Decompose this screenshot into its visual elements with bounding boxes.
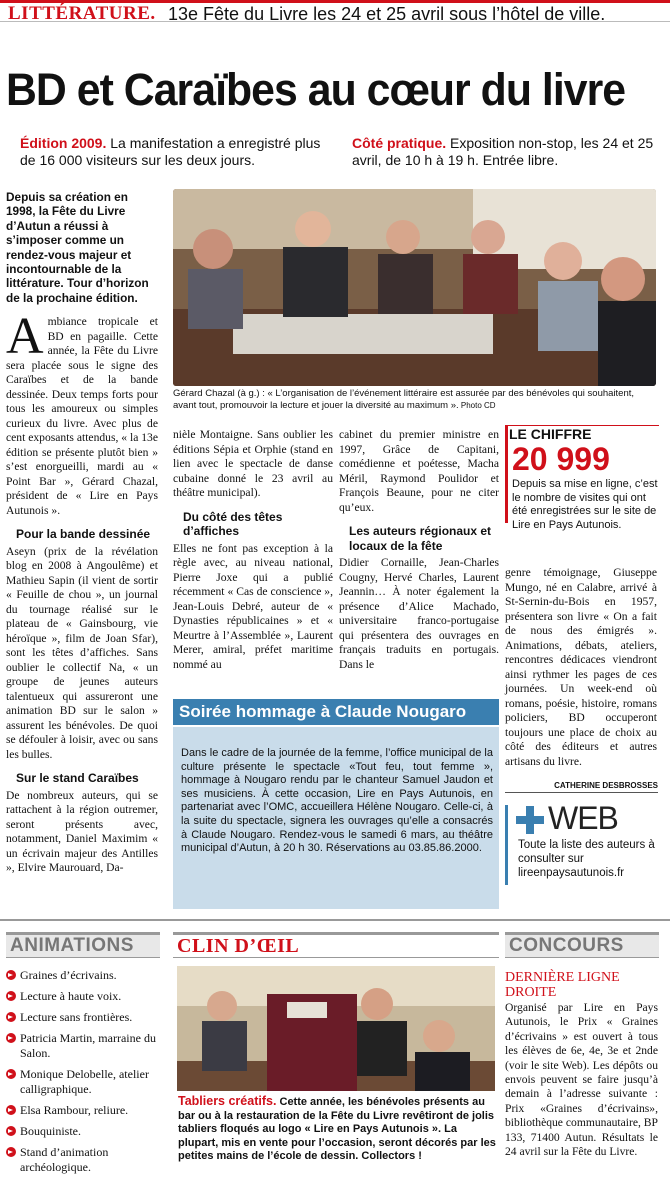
list-item	[6, 1103, 160, 1118]
photo-caption	[173, 388, 656, 412]
subhead: Sur le stand Caraïbes	[16, 771, 139, 785]
clin-doeil-heading: CLIN D’ŒIL	[173, 932, 499, 958]
plus-icon	[516, 806, 544, 834]
list-item-label: Monique Delobelle, atelier calligraphique.	[20, 1067, 149, 1096]
section-divider	[0, 919, 670, 921]
deck-right-lead: Côté pratique.	[352, 135, 447, 151]
arrow-bullet-icon	[6, 1147, 16, 1157]
list-item-label: Lecture sans frontières.	[20, 1010, 133, 1024]
subhead: Les auteurs régionaux et locaux de la fête	[349, 524, 492, 553]
list-item-label: Elsa Rambour, reliure.	[20, 1103, 129, 1117]
list-item	[6, 968, 160, 983]
concours-text: Organisé par Lire en Pays Autunois, le Prix « Graines d’écrivains » est ouvert à tous les élèves de 6e, 4e, 3e et 2nde (voir le site Web). Les dépôts ou envois peuvent se faire jusqu’à demain à l’adresse suivante : Prix «Graines d’écrivains», bibliothèque communautaire, BP 133, 71400 Autun. Résultats le 24 avril sur la Fête du Livre.	[505, 1001, 658, 1159]
article-paragraph: cabinet du premier ministre en 1997, Grâce de Capitani, comédienne et poétesse, Macha Méril, Raymond Poulidor et François Beaune, pour ne citer qu’eux.	[339, 428, 499, 514]
list-item	[6, 989, 160, 1004]
article-column-4	[505, 566, 657, 772]
list-item	[6, 1145, 160, 1175]
article-column-3	[339, 428, 499, 675]
concours-subtitle: DERNIÈRE LIGNE DROITE	[505, 970, 620, 1000]
arrow-bullet-icon	[6, 1069, 16, 1079]
top-line: 13e Fête du Livre les 24 et 25 avril sous l’hôtel de ville.	[168, 4, 606, 24]
deck-right-text: Exposition non-stop, les 24 et 25 avril, de 10 h à 19 h. Entrée libre.	[352, 135, 654, 168]
list-item	[6, 1067, 160, 1097]
deck-left-lead: Édition 2009.	[20, 135, 107, 151]
list-item-label: Graines d’écrivains.	[20, 968, 117, 982]
article-paragraph: nièle Montaigne. Sans oublier les éditions Sépia et Orphie (stand en lien avec le spectacle de danse cubaine donné le 23 avril au théâtre municipal).	[173, 428, 333, 499]
list-item-label: Lecture à haute voix.	[20, 989, 122, 1003]
web-link-text[interactable]: Toute la liste des auteurs à consulter sur lireenpaysautunois.fr	[518, 839, 655, 879]
subhead: Pour la bande dessinée	[16, 527, 151, 541]
arrow-bullet-icon	[6, 991, 16, 1001]
arrow-bullet-icon	[6, 1012, 16, 1022]
article-paragraph: Elles ne font pas exception à la règle avec, au niveau national, Pierre Joxe qui a publié récemment « Cas de conscience », Jean-Louis Debré, auteur de « Dynasties républicaines » et « Meurtre à l’Assemblée », Laurent Merer, amiral, préfet maritime nommé au	[173, 541, 333, 671]
chiffre-number: 20 999	[512, 441, 610, 477]
group-photo	[173, 189, 656, 386]
nougaro-title: Soirée hommage à Claude Nougaro	[173, 699, 499, 725]
article-paragraph: genre témoignage, Giuseppe Mungo, né en Calabre, arrivé à St-Sernin-du-Bois en 1957, présentera son livre « On a fait de nous des émigrés ». Animations, débats, ateliers, rencontres dédicaces viendront ainsi rythmer les pages de ces journées. Un week-end où romans, poésie, histoire, romans policiers, BD occuperont toujours une place de choix au côté des éditeurs et autres artisans du livre.	[505, 566, 657, 768]
concours-heading: CONCOURS	[505, 932, 659, 958]
clin-body: Cette année, les bénévoles présents au bar ou à la restauration de la Fête du Livre revêtiront de jolis tabliers floqués au logo « Lire en Pays Autunois ». La plupart, mis en vente pour l’occasion, seront décorés par les petites mains de l’école de dessin. Collectors !	[178, 1096, 496, 1163]
animations-list	[6, 968, 160, 1181]
photo-credit: Photo CD	[458, 401, 496, 410]
article-paragraph: Aseyn (prix de la révélation blog en 2008 à Angoulême) et Mathieu Sapin (il vient de sortir « Feuille de chou », un journal du tournage réalisé sur le plateau de « Gainsbourg, vie héroïque », film de Joan Sfar), sont les têtes d’affiches. Sans oublier le collectif Na, « un groupe de jeunes auteurs talentueux qui assureront une animation BD sur le salon » assurent les bénévoles. De quoi se défouler à loisir, avec ou sans les bulles.	[6, 544, 158, 761]
chiffre-text: Depuis sa mise en ligne, c’est le nombre de visites qui ont été enregistrées sur le site de Lire en Pays Autunois.	[512, 478, 658, 531]
list-item	[6, 1010, 160, 1025]
article-column-2	[173, 428, 333, 675]
arrow-bullet-icon	[6, 1033, 16, 1043]
web-label: WEB	[548, 800, 618, 836]
article-paragraph: Didier Cornaille, Jean-Charles Cougny, Hervé Charles, Laurent Jeannin… À noter également la présence d’Alice Machado, universitaire franco-portugaise qui présentera des ouvrages en français traduits en portugais. Dans le	[339, 556, 499, 671]
clin-lead: Tabliers créatifs.	[178, 1094, 277, 1108]
clin-doeil-text	[178, 1095, 496, 1164]
author-signature: CATHERINE DESBROSSES	[505, 781, 658, 793]
deck-left	[20, 135, 338, 169]
article-column-1	[6, 308, 158, 879]
list-item-label: Stand d’animation archéologique.	[20, 1145, 109, 1174]
article-paragraph: De nombreux auteurs, qui se rattachent à la région outremer, seront présents avec, notamment, Daniel Maximim « un écrivain majeur des Antilles », Elvire Maurouard, Da-	[6, 788, 158, 874]
nougaro-text: Dans le cadre de la journée de la femme, l’office municipal de la culture présente le spectacle «Tout feu, tout femme », hommage à Nougaro rendu par le chanteur Samuel Jaudon et ses musiciens. À cette occasion, Lire en Pays Autunois, en partenariat avec l’OMC, accueillera Hélène Nougaro. Celle-ci, à la suite du spectacle, signera les ouvrages qu’elle a consacrés à Claude Nougaro. Rendez-vous le samedi 6 mars, au théâtre municipal d’Autun, à 20 h 30. Réservations au 03.85.86.2000.	[181, 747, 493, 855]
arrow-bullet-icon	[6, 970, 16, 980]
caption-text: Gérard Chazal (à g.) : « L’organisation de l’événement littéraire est assurée par des bénévoles qui souhaitent, avant tout, promouvoir la lecture et jouer la diversité au maximum ».	[173, 388, 635, 411]
deck-right	[352, 135, 664, 169]
chapo: Depuis sa création en 1998, la Fête du Livre d’Autun a réussi à s’imposer comme un rendez-vous majeur et incontournable de la littérature. Tour d’horizon de la prochaine édition.	[6, 190, 149, 305]
list-item	[6, 1031, 160, 1061]
arrow-bullet-icon	[6, 1126, 16, 1136]
aprons-photo-image	[177, 966, 495, 1091]
list-item-label: Patricia Martin, marraine du Salon.	[20, 1031, 156, 1060]
animations-heading: ANIMATIONS	[6, 932, 160, 958]
drop-cap: A	[6, 308, 44, 365]
aprons-photo	[177, 966, 495, 1091]
arrow-bullet-icon	[6, 1105, 16, 1115]
chiffre-label: LE CHIFFRE	[509, 426, 592, 442]
group-photo-image	[173, 189, 656, 386]
list-item-label: Bouquiniste.	[20, 1124, 82, 1138]
article-paragraph: mbiance tropicale et BD en pagaille. Cette année, la Fête du Livre sera placée sous le signe des Caraïbes et de la bande dessinée. Deux temps forts pour tous les amoureux ou simples curieux du livre. Avec plus de cent exposants attendus, « la 13e édition se présente plutôt bien » s’est enorgueilli, mardi au « Point Bar », Gérard Chazal, président de « Lire en Pays Autunois ».	[6, 315, 158, 517]
deck-left-text: La manifestation a enregistré plus de 16 000 visiteurs sur les deux jours.	[20, 135, 321, 168]
headline: BD et Caraïbes au cœur du livre	[6, 64, 626, 115]
list-item	[6, 1124, 160, 1139]
web-rule	[505, 805, 508, 885]
section-kicker: LITTÉRATURE.	[8, 3, 156, 24]
subhead: Du côté des têtes d’affiches	[183, 509, 283, 538]
